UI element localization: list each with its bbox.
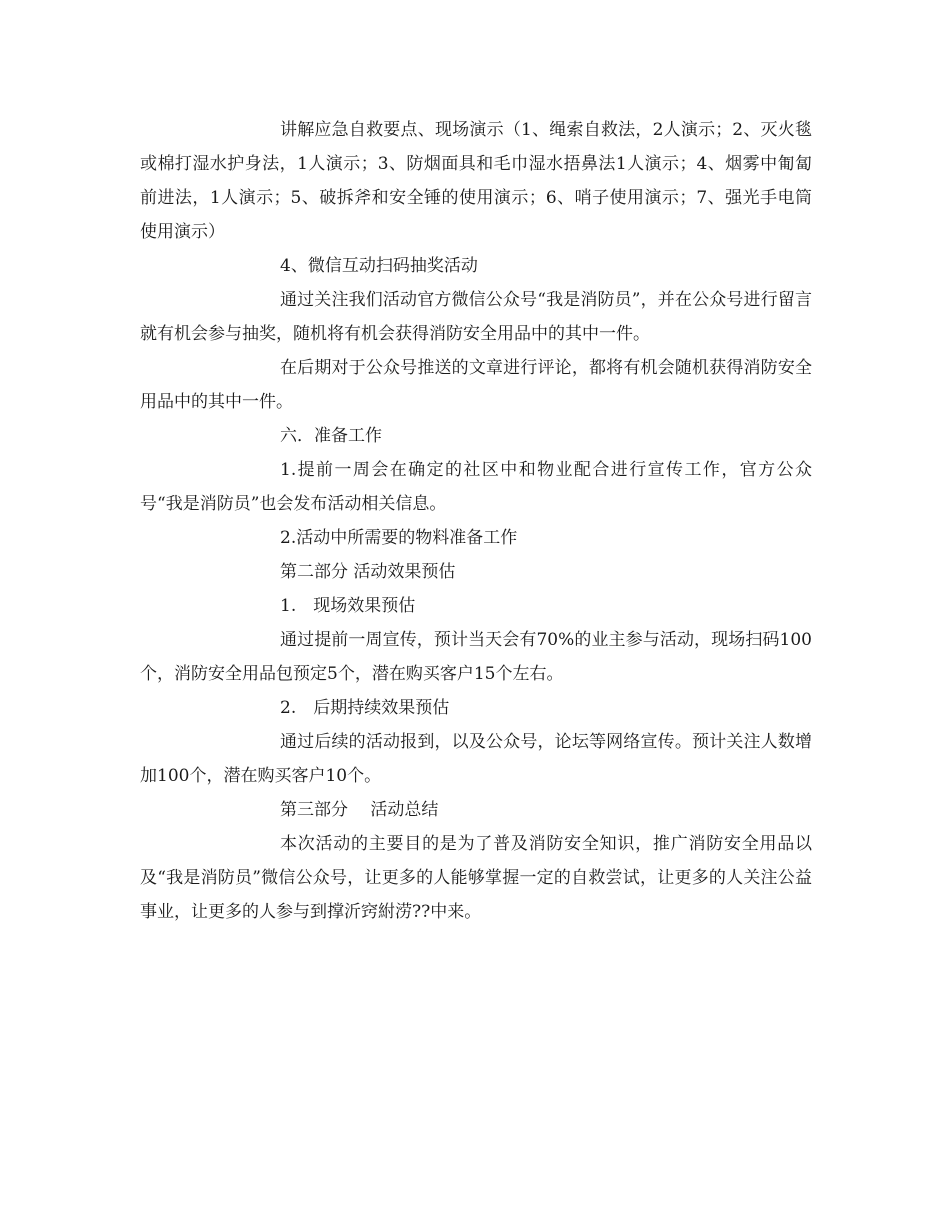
heading-part-two: 第二部分 活动效果预估 xyxy=(280,562,456,582)
heading-preparation: 六．准备工作 xyxy=(280,426,382,446)
paragraph-demo-list: 讲解应急自救要点、现场演示（1、绳索自救法，2人演示；2、灭火毯或棉打湿水护身法，1人演示；3、防烟面具和毛巾湿水捂鼻法1人演示；4、烟雾中匍匐前进法，1人演示；5、破拆斧和安全锤的使用演示；6、哨子使用演示；7、强光手电筒使用演示） xyxy=(140,120,812,242)
heading-part-three: 第三部分 活动总结 xyxy=(280,800,439,820)
paragraph-prep-promotion: 1.提前一周会在确定的社区中和物业配合进行宣传工作，官方公众号“我是消防员”也会发布活动相关信息。 xyxy=(140,460,812,514)
paragraph-summary: 本次活动的主要目的是为了普及消防安全知识，推广消防安全用品以及“我是消防员”微信公众号，让更多的人能够掌握一定的自救尝试，让更多的人关注公益事业，让更多的人参与到撑沂窍紨涝??中来。 xyxy=(140,834,812,922)
heading-followup-effect: 2. 后期持续效果预估 xyxy=(280,698,450,718)
document-body xyxy=(140,113,812,929)
paragraph-comment-reward: 在后期对于公众号推送的文章进行评论，都将有机会随机获得消防安全用品中的其中一件。 xyxy=(140,358,812,412)
heading-wechat-lottery: 4、微信互动扫码抽奖活动 xyxy=(280,256,478,276)
heading-prep-materials: 2.活动中所需要的物料准备工作 xyxy=(280,528,518,548)
heading-onsite-effect: 1. 现场效果预估 xyxy=(280,596,416,616)
paragraph-wechat-follow: 通过关注我们活动官方微信公众号“我是消防员”，并在公众号进行留言就有机会参与抽奖，随机将有机会获得消防安全用品中的其中一件。 xyxy=(140,290,812,344)
paragraph-followup-effect: 通过后续的活动报到，以及公众号，论坛等网络宣传。预计关注人数增加100个，潜在购买客户10个。 xyxy=(140,732,812,786)
paragraph-onsite-effect: 通过提前一周宣传，预计当天会有70%的业主参与活动，现场扫码100个，消防安全用品包预定5个，潜在购买客户15个左右。 xyxy=(140,630,812,684)
